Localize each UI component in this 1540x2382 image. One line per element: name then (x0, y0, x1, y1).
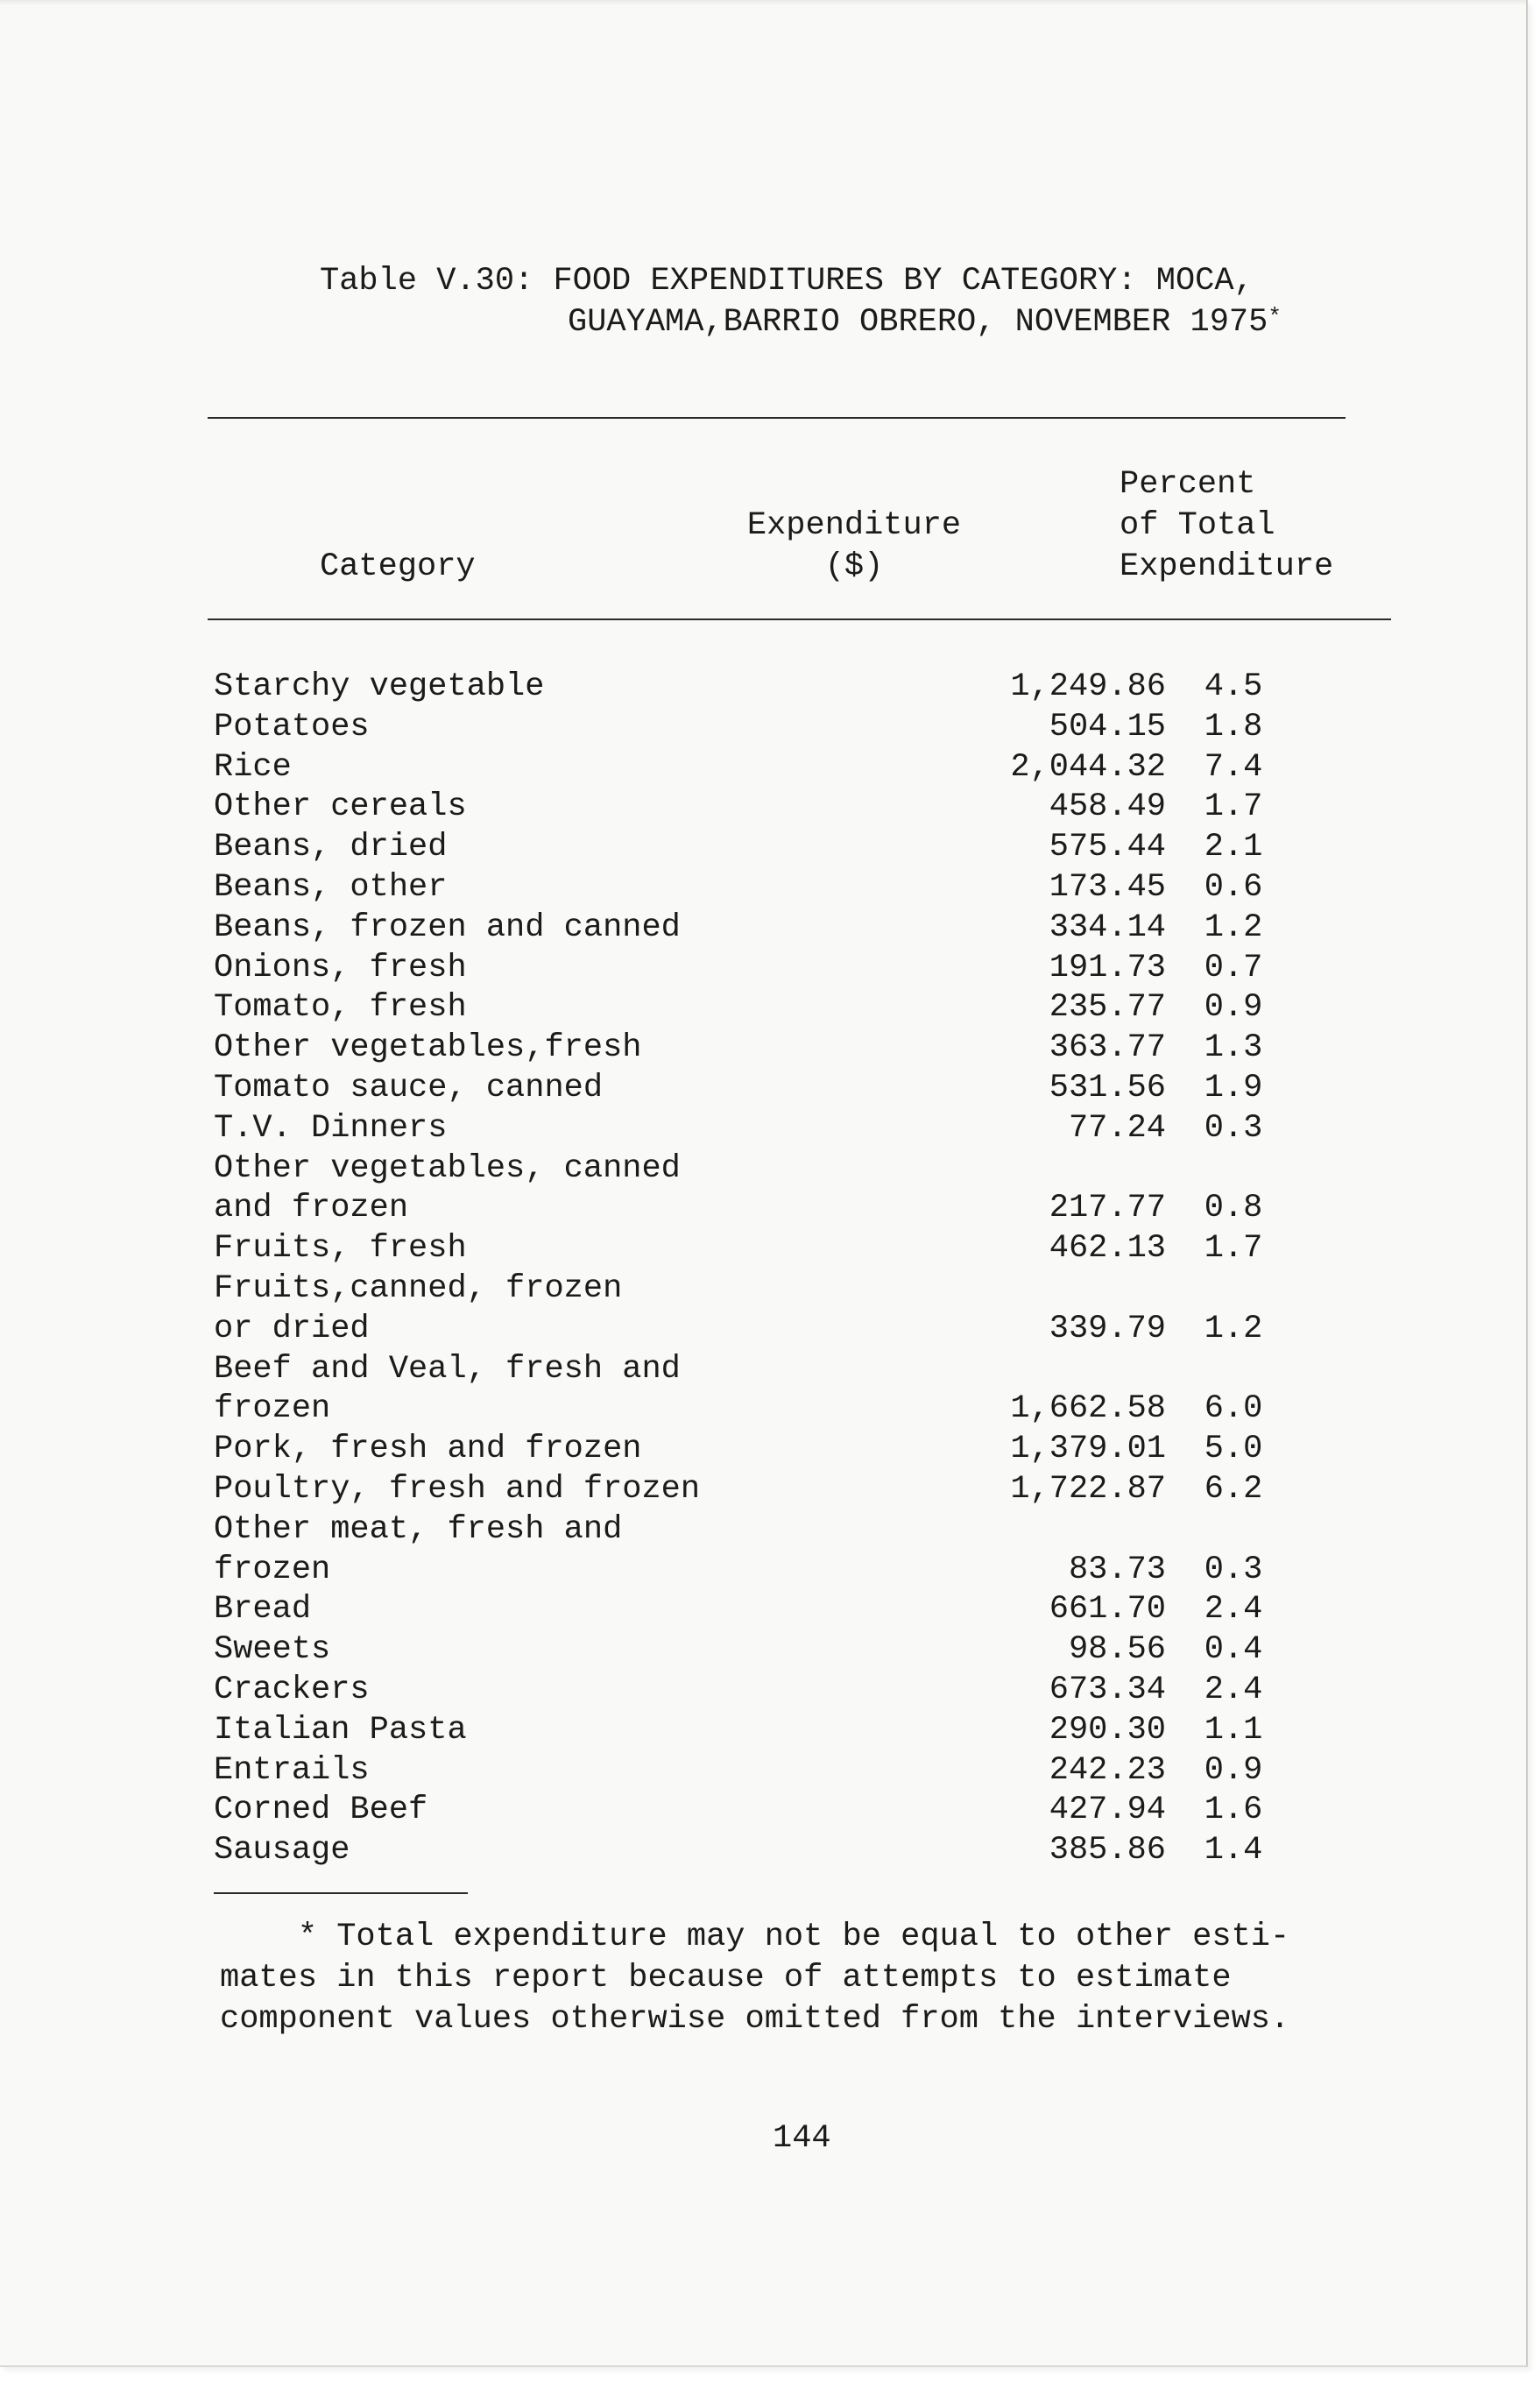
row-percent: 1.2 (1204, 1310, 1263, 1347)
table-top-rule (208, 417, 1346, 419)
row-category-line: or dried (214, 1310, 370, 1347)
row-category-line: Potatoes (214, 708, 370, 746)
row-expenditure: 1,722.87 (1010, 1470, 1166, 1508)
row-category-line: Beans, dried (214, 829, 448, 866)
row-category-line: Corned Beef (214, 1792, 428, 1829)
row-expenditure: 1,249.86 (1010, 668, 1166, 705)
row-category (214, 1269, 622, 1350)
row-percent: 2.4 (1204, 1591, 1263, 1629)
row-category (214, 1430, 641, 1470)
row-expenditure: 458.49 (1049, 788, 1166, 826)
row-category (214, 1751, 370, 1792)
row-category (214, 748, 292, 788)
scan-edge (0, 0, 1526, 5)
row-category (214, 1711, 467, 1751)
row-expenditure: 173.45 (1049, 868, 1166, 906)
table-row (214, 908, 1353, 949)
row-expenditure: 531.56 (1049, 1069, 1166, 1106)
row-expenditure: 575.44 (1049, 829, 1166, 866)
row-percent: 1.2 (1204, 908, 1263, 946)
row-category-line: Rice (214, 748, 292, 786)
row-category-line: Onions, fresh (214, 949, 467, 986)
row-category-line: Other meat, fresh and (214, 1510, 623, 1548)
row-percent: 0.8 (1204, 1190, 1263, 1227)
row-percent: 2.1 (1204, 829, 1263, 866)
header-expenditure: Expenditure ($) (746, 507, 962, 585)
row-category-line: Fruits,canned, frozen (214, 1269, 623, 1307)
header-bottom-rule (208, 618, 1391, 620)
row-category (214, 1109, 447, 1149)
row-category (214, 1149, 681, 1230)
row-category (214, 1470, 700, 1510)
row-expenditure: 504.15 (1049, 708, 1166, 746)
table-row (214, 949, 1353, 989)
table-row (214, 1028, 1353, 1069)
row-category-line: Italian Pasta (214, 1711, 467, 1749)
row-percent: 7.4 (1204, 748, 1263, 786)
table-caption (320, 261, 1282, 343)
row-percent: 0.6 (1204, 868, 1263, 906)
caption-line-1: Table V.30: FOOD EXPENDITURES BY CATEGORY: MOCA, (320, 263, 1254, 300)
row-category (214, 1510, 622, 1591)
row-category-line: Other cereals (214, 788, 467, 826)
table-row (214, 708, 1353, 748)
footnote: * Total expenditure may not be equal to other esti- mates in this report because of attempts to estimate component values otherwise omitted from the interviews. (220, 1919, 1290, 2038)
caption-line-2 (320, 302, 1282, 343)
row-expenditure: 83.73 (1068, 1551, 1166, 1588)
page-number: 144 (773, 2120, 831, 2157)
row-category (214, 949, 467, 989)
row-expenditure: 235.77 (1049, 989, 1166, 1027)
table-row (214, 748, 1353, 788)
caption-footnote-marker: * (1268, 304, 1282, 330)
row-category (214, 908, 681, 949)
table-body (214, 668, 1353, 1871)
row-percent: 4.5 (1204, 668, 1263, 705)
table-row (214, 828, 1353, 868)
row-percent: 1.9 (1204, 1069, 1263, 1106)
row-expenditure: 77.24 (1068, 1109, 1166, 1147)
row-category (214, 828, 447, 868)
row-category (214, 1671, 370, 1711)
table-row (214, 1791, 1353, 1831)
row-percent: 1.7 (1204, 788, 1263, 826)
row-percent: 1.4 (1204, 1832, 1263, 1870)
row-category (214, 708, 370, 748)
table-row (214, 1229, 1353, 1269)
row-category (214, 1229, 467, 1269)
row-category (214, 1069, 603, 1109)
row-category (214, 1791, 427, 1831)
table-row (214, 868, 1353, 908)
table-row (214, 1711, 1353, 1751)
row-category-line: Entrails (214, 1751, 370, 1789)
row-percent: 0.7 (1204, 949, 1263, 986)
row-category-line: Tomato, fresh (214, 989, 467, 1027)
header-percent: Percent of Total Expenditure (1120, 466, 1334, 585)
table-row (214, 1109, 1353, 1149)
row-percent: 1.3 (1204, 1029, 1263, 1067)
row-expenditure: 673.34 (1049, 1671, 1166, 1708)
row-category-line: Sweets (214, 1631, 331, 1669)
row-category-line: Bread (214, 1591, 312, 1629)
row-category (214, 868, 447, 908)
row-category (214, 1630, 330, 1671)
row-category-line: Fruits, fresh (214, 1230, 467, 1268)
row-percent: 5.0 (1204, 1431, 1263, 1468)
row-category-line: Poultry, fresh and frozen (214, 1470, 701, 1508)
row-expenditure: 385.86 (1049, 1832, 1166, 1870)
row-percent: 1.6 (1204, 1792, 1263, 1829)
row-category-line: Crackers (214, 1671, 370, 1708)
row-category-line: Other vegetables,fresh (214, 1029, 642, 1067)
row-category (214, 1590, 311, 1630)
row-category-line: T.V. Dinners (214, 1109, 448, 1147)
row-category-line: frozen (214, 1390, 331, 1428)
table-row (214, 1630, 1353, 1671)
row-category-line: Tomato sauce, canned (214, 1069, 604, 1106)
row-expenditure: 661.70 (1049, 1591, 1166, 1629)
row-category-line: frozen (214, 1551, 331, 1588)
row-category (214, 788, 467, 828)
table-row (214, 1671, 1353, 1711)
table-row (214, 1470, 1353, 1510)
table-end-rule (214, 1892, 468, 1894)
row-category-line: Sausage (214, 1832, 350, 1870)
table-row (214, 988, 1353, 1028)
row-category-line: Beef and Veal, fresh and (214, 1350, 681, 1388)
row-category (214, 668, 544, 708)
row-percent: 1.1 (1204, 1711, 1263, 1749)
row-category (214, 1831, 350, 1871)
row-expenditure: 339.79 (1049, 1310, 1166, 1347)
row-expenditure: 191.73 (1049, 949, 1166, 986)
table-row (214, 1831, 1353, 1871)
row-category-line: Starchy vegetable (214, 668, 545, 705)
row-percent: 0.4 (1204, 1631, 1263, 1669)
row-percent: 0.3 (1204, 1551, 1263, 1588)
header-category: Category (320, 548, 476, 585)
row-category (214, 1028, 641, 1069)
row-category-line: Other vegetables, canned (214, 1149, 681, 1187)
row-expenditure: 98.56 (1068, 1631, 1166, 1669)
row-expenditure: 2,044.32 (1010, 748, 1166, 786)
row-expenditure: 1,379.01 (1010, 1431, 1166, 1468)
row-percent: 6.2 (1204, 1470, 1263, 1508)
row-category-line: Beans, frozen and canned (214, 908, 681, 946)
row-expenditure: 217.77 (1049, 1190, 1166, 1227)
row-percent: 0.9 (1204, 989, 1263, 1027)
row-percent: 6.0 (1204, 1390, 1263, 1428)
table-row (214, 668, 1353, 708)
row-percent: 1.8 (1204, 708, 1263, 746)
row-category (214, 1350, 681, 1431)
table-row (214, 788, 1353, 828)
table-row (214, 1590, 1353, 1630)
table-row (214, 1350, 1353, 1431)
row-expenditure: 334.14 (1049, 908, 1166, 946)
row-expenditure: 462.13 (1049, 1230, 1166, 1268)
table-row (214, 1269, 1353, 1350)
table-row (214, 1510, 1353, 1591)
row-category-line: Pork, fresh and frozen (214, 1431, 642, 1468)
row-expenditure: 242.23 (1049, 1751, 1166, 1789)
caption-line-2-text: GUAYAMA,BARRIO OBRERO, NOVEMBER 1975 (568, 304, 1268, 341)
table-row (214, 1430, 1353, 1470)
row-percent: 1.7 (1204, 1230, 1263, 1268)
row-percent: 2.4 (1204, 1671, 1263, 1708)
row-expenditure: 427.94 (1049, 1792, 1166, 1829)
row-category-line: Beans, other (214, 868, 448, 906)
row-expenditure: 290.30 (1049, 1711, 1166, 1749)
row-percent: 0.3 (1204, 1109, 1263, 1147)
table-row (214, 1751, 1353, 1792)
row-expenditure: 363.77 (1049, 1029, 1166, 1067)
table-row (214, 1149, 1353, 1230)
row-category (214, 988, 467, 1028)
row-expenditure: 1,662.58 (1010, 1390, 1166, 1428)
row-category-line: and frozen (214, 1190, 409, 1227)
row-percent: 0.9 (1204, 1751, 1263, 1789)
table-row (214, 1069, 1353, 1109)
